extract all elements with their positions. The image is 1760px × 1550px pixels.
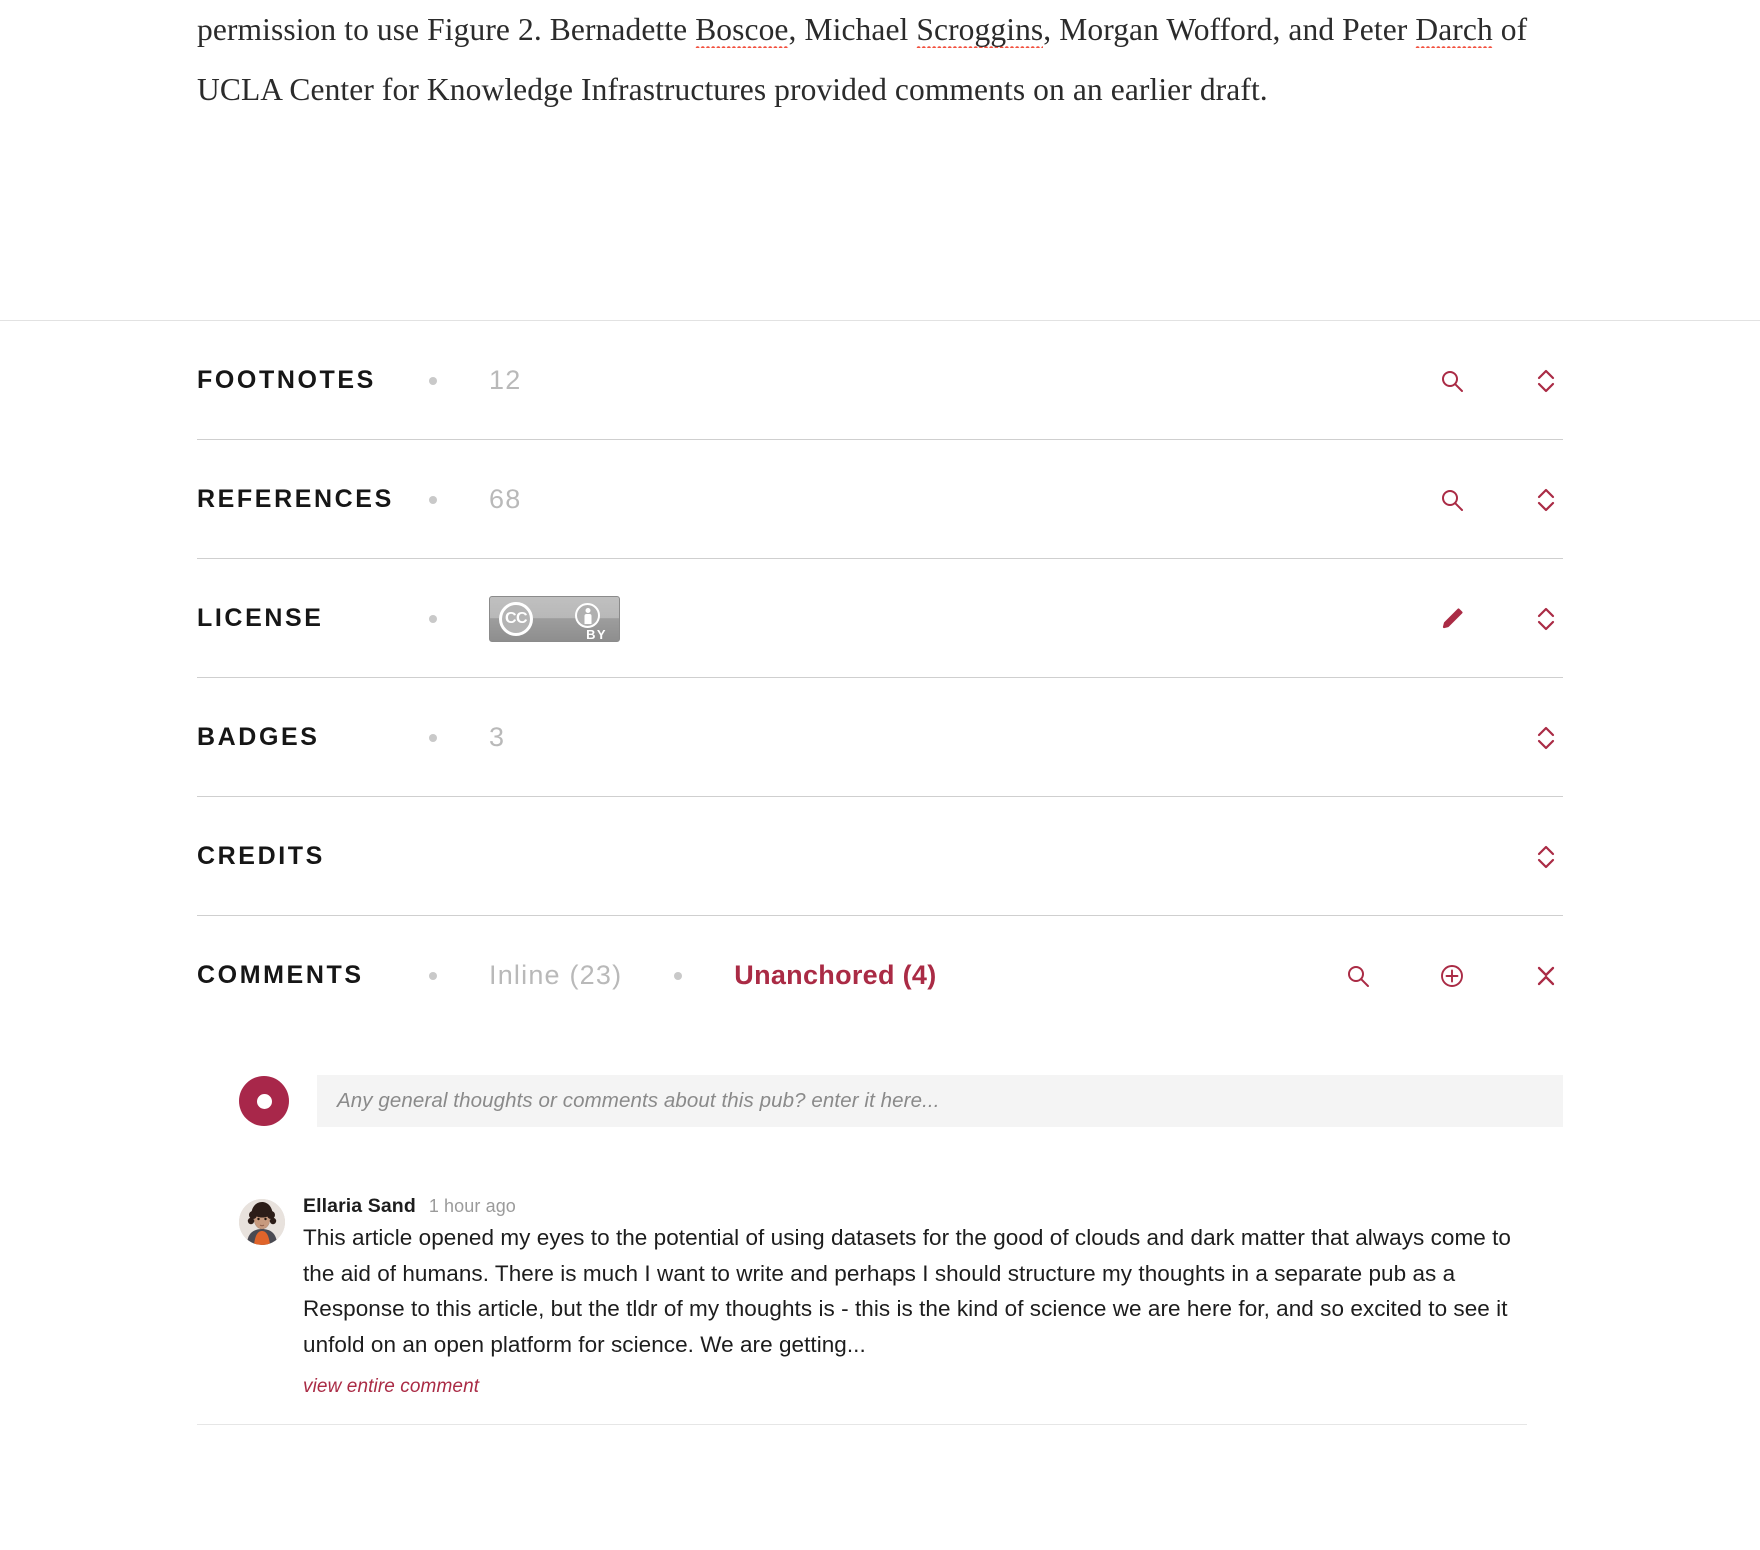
expand-collapse-icon[interactable] <box>1529 483 1563 517</box>
search-icon[interactable] <box>1341 959 1375 993</box>
text-run: of UCLA Center for Knowledge Infrastructures provided comments on an earlier draft. <box>197 12 1528 107</box>
section-actions-credits <box>1529 840 1563 874</box>
license-badge-label: BY <box>586 626 607 642</box>
section-count-references[interactable]: 68 <box>489 484 522 514</box>
comment-body <box>303 1195 1527 1398</box>
comment-input-placeholder: Any general thoughts or comments about this pub? enter it here... <box>337 1089 940 1112</box>
pencil-icon[interactable] <box>1435 602 1469 636</box>
search-icon[interactable] <box>1435 364 1469 398</box>
section-count-footnotes[interactable]: 12 <box>489 365 522 395</box>
section-list <box>0 321 1760 1035</box>
comment-composer[interactable] <box>197 1075 1563 1127</box>
comment-author[interactable]: Ellaria Sand <box>303 1195 416 1217</box>
section-title-comments: COMMENTS <box>197 961 364 989</box>
bullet-separator-icon <box>429 496 437 504</box>
expand-collapse-icon[interactable] <box>1529 602 1563 636</box>
avatar <box>239 1199 285 1245</box>
bullet-separator-icon <box>429 972 437 980</box>
tab-inline-comments[interactable]: Inline (23) <box>489 960 623 990</box>
cc-circle-icon: CC <box>499 602 533 636</box>
section-actions-references <box>1435 483 1563 517</box>
spellcheck-underlined-word: Boscoe <box>695 12 789 47</box>
comment-list-item <box>197 1195 1527 1425</box>
comment-header <box>303 1195 1527 1218</box>
section-title-footnotes: FOOTNOTES <box>197 366 376 394</box>
section-actions-footnotes <box>1435 364 1563 398</box>
section-row-badges[interactable] <box>197 678 1563 797</box>
section-title-license: LICENSE <box>197 604 324 632</box>
current-user-avatar <box>239 1076 289 1126</box>
bullet-separator-icon <box>674 972 682 980</box>
section-row-comments[interactable] <box>197 916 1563 1035</box>
collapse-icon[interactable] <box>1529 959 1563 993</box>
section-row-references[interactable] <box>197 440 1563 559</box>
article-paragraph <box>0 0 1760 120</box>
avatar-image <box>239 1199 285 1245</box>
bullet-separator-icon <box>429 615 437 623</box>
section-actions-comments <box>1341 959 1563 993</box>
section-row-footnotes[interactable] <box>197 321 1563 440</box>
section-row-credits[interactable] <box>197 797 1563 916</box>
tab-unanchored-comments[interactable]: Unanchored (4) <box>734 960 937 990</box>
plus-circle-icon[interactable] <box>1435 959 1469 993</box>
section-count-badges[interactable]: 3 <box>489 722 506 752</box>
section-actions-badges <box>1529 721 1563 755</box>
section-row-license[interactable] <box>197 559 1563 678</box>
expand-collapse-icon[interactable] <box>1529 840 1563 874</box>
person-icon <box>575 603 600 628</box>
bullet-separator-icon <box>429 377 437 385</box>
spellcheck-underlined-word: Scroggins <box>916 12 1044 47</box>
text-run: permission to use Figure 2. Bernadette <box>197 12 696 47</box>
view-entire-comment-link[interactable]: view entire comment <box>303 1376 480 1397</box>
text-run: , Morgan Wofford, and Peter <box>1043 12 1416 47</box>
article-spacer <box>0 120 1760 320</box>
comments-area <box>197 1035 1563 1425</box>
comment-input[interactable] <box>317 1075 1563 1127</box>
bullet-separator-icon <box>429 734 437 742</box>
article-body <box>0 0 1760 120</box>
cc-by-license-badge[interactable] <box>489 596 620 642</box>
comment-text: This article opened my eyes to the potential of using datasets for the good of clouds and dark matter that always come to the aid of humans. There is much I want to write and perhaps I should structure my thoughts in a separate pub as a Response to this article, but the tldr of my thoughts is - this is the kind of science we are here for, and so excited to see it unfold on an open platform for science. We are getting... <box>303 1225 1511 1357</box>
search-icon[interactable] <box>1435 483 1469 517</box>
text-run: , Michael <box>788 12 917 47</box>
section-title-badges: BADGES <box>197 723 320 751</box>
comment-timestamp: 1 hour ago <box>428 1196 516 1216</box>
spellcheck-underlined-word: Darch <box>1415 12 1493 47</box>
section-title-credits: CREDITS <box>197 842 325 870</box>
section-actions-license <box>1435 602 1563 636</box>
section-title-references: REFERENCES <box>197 485 394 513</box>
expand-collapse-icon[interactable] <box>1529 364 1563 398</box>
expand-collapse-icon[interactable] <box>1529 721 1563 755</box>
